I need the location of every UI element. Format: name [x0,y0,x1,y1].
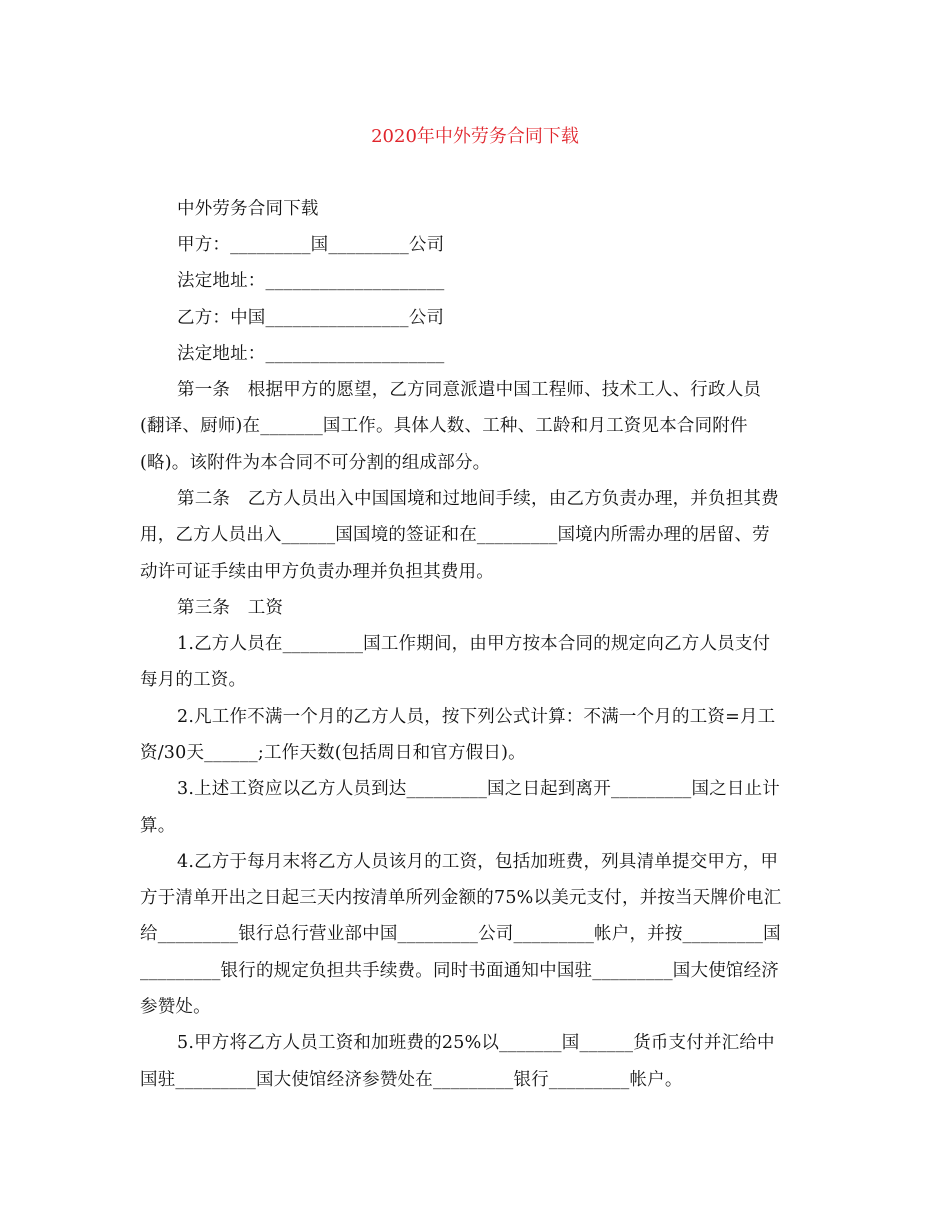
article-2-line-2: 用，乙方人员出入______国国境的签证和在_________国境内所需办理的居留、劳 [140,525,770,545]
subtitle-line: 中外劳务合同下载 [177,199,319,219]
article-2-line-3: 动许可证手续由甲方负责办理并负担其费用。 [140,562,494,582]
clause-4-line-4: _________银行的规定负担共手续费。同时书面通知中国驻_________国大使馆经济 [140,961,779,981]
article-1-line-2: (翻译、厨师)在_______国工作。具体人数、工种、工龄和月工资见本合同附件 [140,416,748,436]
article-1-line-1: 第一条 根据甲方的愿望，乙方同意派遣中国工程师、技术工人、行政人员 [177,380,762,400]
document-title: 2020年中外劳务合同下载 [371,126,579,147]
clause-4-line-2: 方于清单开出之日起三天内按清单所列金额的75%以美元支付，并按当天牌价电汇 [140,888,782,908]
clause-4-line-1: 4.乙方于每月末将乙方人员该月的工资，包括加班费，列具清单提交甲方，甲 [177,852,779,872]
party-b-line: 乙方：中国________________公司 [177,308,445,328]
article-2-line-1: 第二条 乙方人员出入中国国境和过地间手续，由乙方负责办理，并负担其费 [177,489,779,509]
clause-1-line-2: 每月的工资。 [140,670,247,690]
clause-2-line-2: 资/30天______;工作天数(包括周日和官方假日)。 [140,743,526,763]
article-1-line-3: (略)。该附件为本合同不可分割的组成部分。 [140,453,491,473]
party-a-line: 甲方：_________国_________公司 [177,235,445,255]
party-a-address-line: 法定地址：____________________ [177,271,445,291]
clause-3-line-1: 3.上述工资应以乙方人员到达_________国之日起到离开_________国之日止计 [177,779,780,799]
article-3-heading: 第三条 工资 [177,598,284,618]
clause-5-line-2: 国驻_________国大使馆经济参赞处在_________银行_________帐户。 [140,1070,683,1090]
party-b-address-line: 法定地址：____________________ [177,344,445,364]
clause-5-line-1: 5.甲方将乙方人员工资和加班费的25%以_______国______货币支付并汇给中 [177,1033,775,1053]
clause-3-line-2: 算。 [140,816,176,836]
clause-4-line-5: 参赞处。 [140,997,211,1017]
clause-1-line-1: 1.乙方人员在_________国工作期间，由甲方按本合同的规定向乙方人员支付 [177,634,771,654]
clause-4-line-3: 给_________银行总行营业部中国_________公司_________帐户，并按_________国 [140,924,781,944]
clause-2-line-1: 2.凡工作不满一个月的乙方人员，按下列公式计算：不满一个月的工资=月工 [177,707,776,727]
